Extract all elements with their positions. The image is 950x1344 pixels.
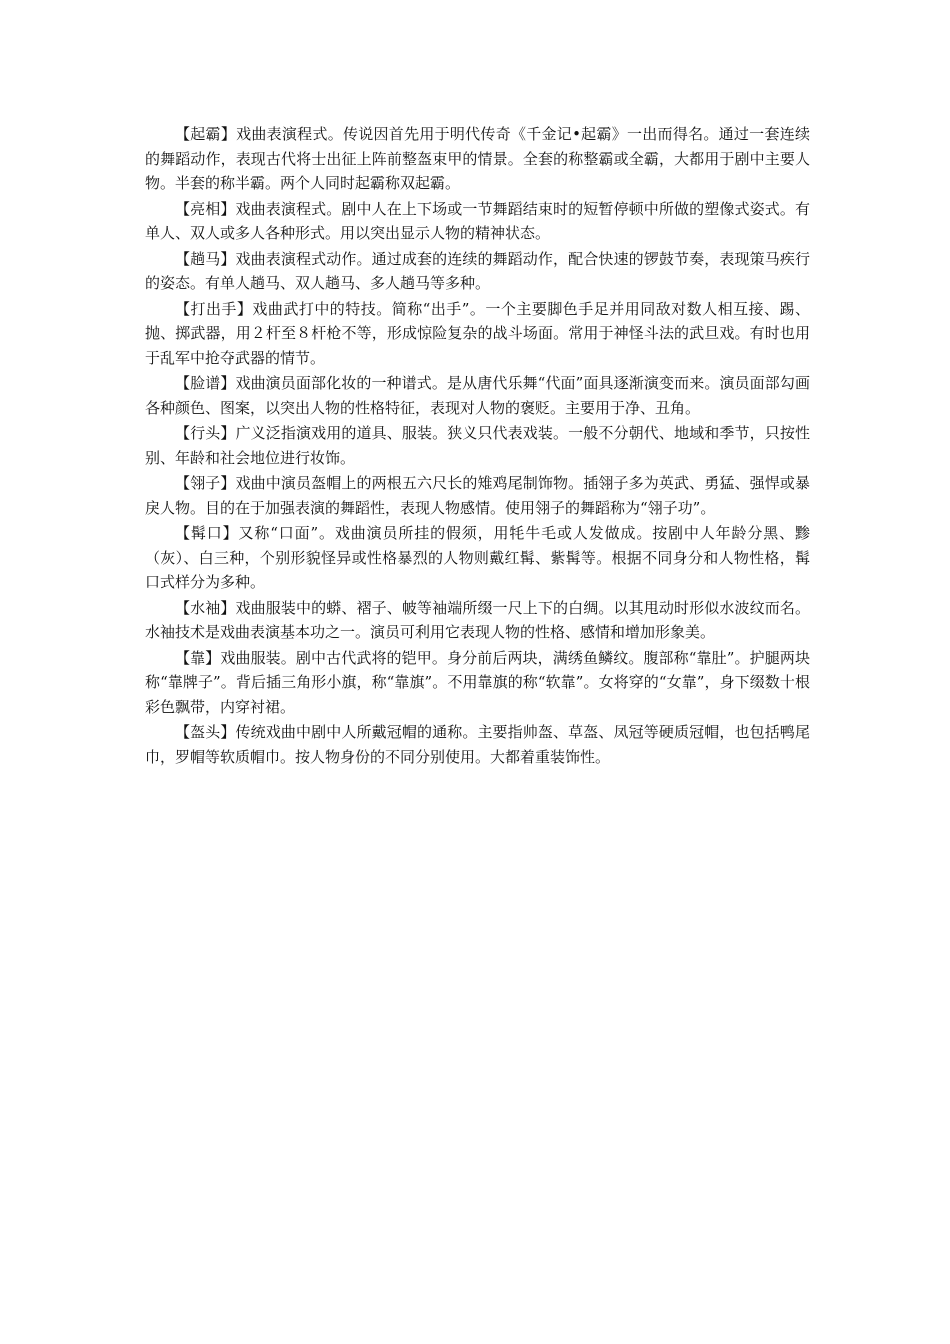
entry-rankou [145, 521, 810, 595]
entry-term: 【打出手】 [175, 299, 253, 318]
entry-text: 戏曲演员面部化妆的一种谱式。是从唐代乐舞“代面”面具逐渐演变而来。演员面部勾画各种颜色、图案，以突出人物的性格特征，表现对人物的褒贬。主要用于净、丑角。 [145, 374, 810, 417]
entry-text: 广义泛指演戏用的道具、服装。狭义只代表戏装。一般不分朝代、地域和季节，只按性别、年龄和社会地位进行妆饰。 [145, 424, 810, 467]
entry-term: 【行头】 [175, 424, 236, 442]
entry-term: 【起霸】 [175, 125, 237, 143]
entry-lingzi [145, 471, 810, 520]
entry-kuitou [145, 720, 810, 769]
entry-text: 戏曲服装中的蟒、褶子、帔等袖端所缀一尺上下的白绸。以其甩动时形似水波纹而名。水袖技术是戏曲表演基本功之一。演员可利用它表现人物的性格、感情和增加形象美。 [145, 598, 810, 641]
entry-kao [145, 646, 810, 720]
entry-term: 【脸谱】 [175, 374, 236, 392]
entry-tangma [145, 247, 810, 296]
entry-text: 戏曲表演程式动作。通过成套的连续的舞蹈动作，配合快速的锣鼓节奏，表现策马疾行的姿态。有单人趟马、双人趟马、多人趟马等多种。 [145, 249, 810, 292]
entry-text: 戏曲表演程式。剧中人在上下场或一节舞蹈结束时的短暂停顿中所做的塑像式姿式。有单人、双人或多人各种形式。用以突出显示人物的精神状态。 [145, 199, 810, 242]
entry-text: 戏曲中演员盔帽上的两根五六尺长的雉鸡尾制饰物。插翎子多为英武、勇猛、强悍或暴戾人物。目的在于加强表演的舞蹈性，表现人物感情。使用翎子的舞蹈称为“翎子功”。 [145, 474, 810, 517]
entry-term: 【水袖】 [175, 598, 236, 617]
entry-liangxiang [145, 197, 810, 246]
entry-text: 戏曲表演程式。传说因首先用于明代传奇《千金记•起霸》一出而得名。通过一套连续的舞蹈动作，表现古代将士出征上阵前整盔束甲的情景。全套的称整霸或全霸，大都用于剧中主要人物。半套的称半霸。两个人同时起霸称双起霸。 [145, 125, 810, 192]
document-body [145, 122, 810, 770]
entry-text: 戏曲服装。剧中古代武将的铠甲。身分前后两块，满绣鱼鳞纹。腹部称“靠肚”。护腿两块称“靠牌子”。背后插三角形小旗，称“靠旗”。不用靠旗的称“软靠”。女将穿的“女靠”，身下缀数十根彩色飘带，内穿衬裙。 [145, 648, 810, 716]
entry-text: 又称“口面”。戏曲演员所挂的假须，用牦牛毛或人发做成。按剧中人年龄分黑、黪（灰）、白三种，个别形貌怪异或性格暴烈的人物则戴红髯、紫髯等。根据不同身分和人物性格，髯口式样分为多种。 [145, 524, 810, 591]
entry-shuixiu [145, 596, 810, 645]
entry-xingtou [145, 421, 810, 470]
entry-term: 【靠】 [175, 648, 221, 667]
entry-term: 【盔头】 [175, 723, 236, 741]
entry-term: 【翎子】 [175, 474, 236, 492]
entry-qiba [145, 122, 810, 196]
entry-term: 【亮相】 [175, 199, 236, 218]
entry-text: 传统戏曲中剧中人所戴冠帽的通称。主要指帅盔、草盔、凤冠等硬质冠帽，也包括鸭尾巾，罗帽等软质帽巾。按人物身份的不同分别使用。大都着重装饰性。 [145, 723, 810, 766]
entry-term: 【趟马】 [175, 249, 236, 268]
entry-term: 【髯口】 [175, 524, 239, 542]
entry-dachushou [145, 297, 810, 371]
entry-lianpu [145, 371, 810, 420]
entry-text: 戏曲武打中的特技。简称“出手”。一个主要脚色手足并用同敌对数人相互接、踢、抛、掷武器，用２杆至８杆枪不等，形成惊险复杂的战斗场面。常用于神怪斗法的武旦戏。有时也用于乱军中抢夺武器的情节。 [145, 299, 810, 367]
